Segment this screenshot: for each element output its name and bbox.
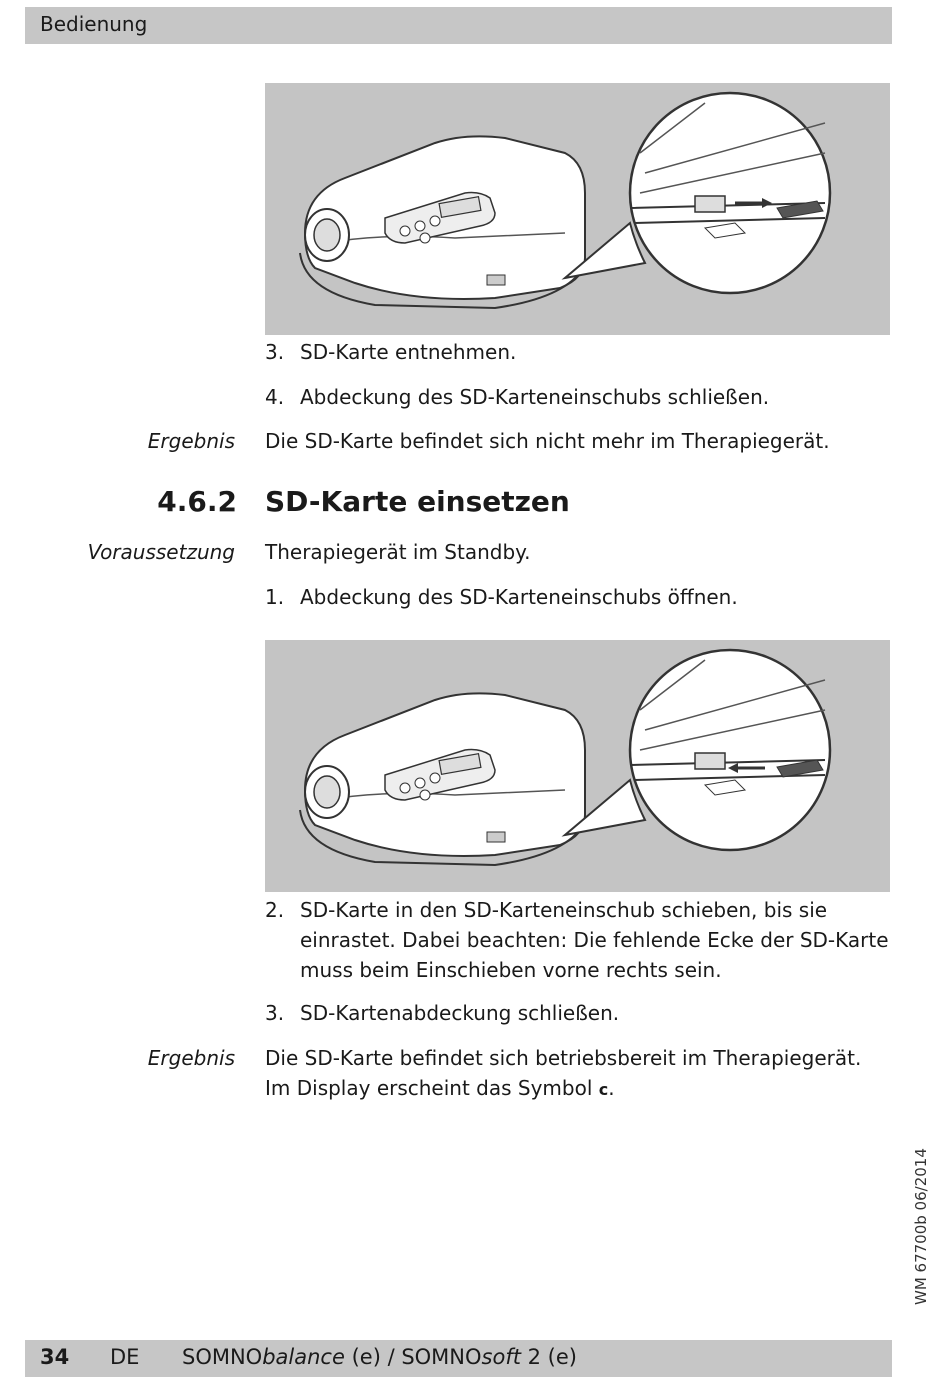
- step-text: Abdeckung des SD-Karteneinschubs schließen.: [300, 385, 770, 409]
- step-text: SD-Karte in den SD-Karteneinschub schieben, bis sie einrastet. Dabei beachten: Die fehlende Ecke der SD-Karte muss beim Einschieben vorne rechts sein.: [300, 898, 889, 982]
- sd-card-symbol-icon: ᴄ: [598, 1080, 609, 1099]
- result-label-1: Ergebnis: [147, 429, 235, 453]
- result-text-2-main: Die SD-Karte befindet sich betriebsbereit im Therapiegerät. Im Display erscheint das Symbol: [265, 1046, 862, 1100]
- device-illustration-2: [265, 640, 890, 892]
- step-text: Abdeckung des SD-Karteneinschubs öffnen.: [300, 585, 738, 609]
- step-number: 4.: [265, 385, 285, 409]
- language-code: DE: [110, 1345, 140, 1369]
- result-label-2: Ergebnis: [147, 1046, 235, 1070]
- page-footer: [25, 1340, 892, 1377]
- header-section-title: Bedienung: [40, 12, 148, 36]
- prerequisite-text: Therapiegerät im Standby.: [265, 540, 531, 564]
- result-text-2: [265, 1043, 865, 1105]
- page-header: [25, 7, 892, 44]
- page-number: 34: [40, 1345, 70, 1369]
- section-title: SD-Karte einsetzen: [265, 485, 570, 518]
- figure-sd-card-removal: [265, 83, 890, 335]
- result-text-1: Die SD-Karte befindet sich nicht mehr im Therapiegerät.: [265, 429, 830, 453]
- device-illustration-1: [265, 83, 890, 335]
- step-text: SD-Kartenabdeckung schließen.: [300, 1001, 620, 1025]
- step-number: 2.: [265, 898, 285, 922]
- result-text-2-end: .: [608, 1076, 615, 1100]
- step-insert-card: [265, 895, 895, 985]
- step-text: SD-Karte entnehmen.: [300, 340, 517, 364]
- product-name: SOMNObalance (e) / SOMNOsoft 2 (e): [182, 1345, 577, 1369]
- document-code: WM 67700b 06/2014: [912, 1148, 930, 1305]
- prerequisite-label: Voraussetzung: [87, 540, 235, 564]
- section-number: 4.6.2: [157, 485, 237, 518]
- step-number: 1.: [265, 585, 285, 609]
- figure-sd-card-insert: [265, 640, 890, 892]
- step-number: 3.: [265, 1001, 285, 1025]
- step-number: 3.: [265, 340, 285, 364]
